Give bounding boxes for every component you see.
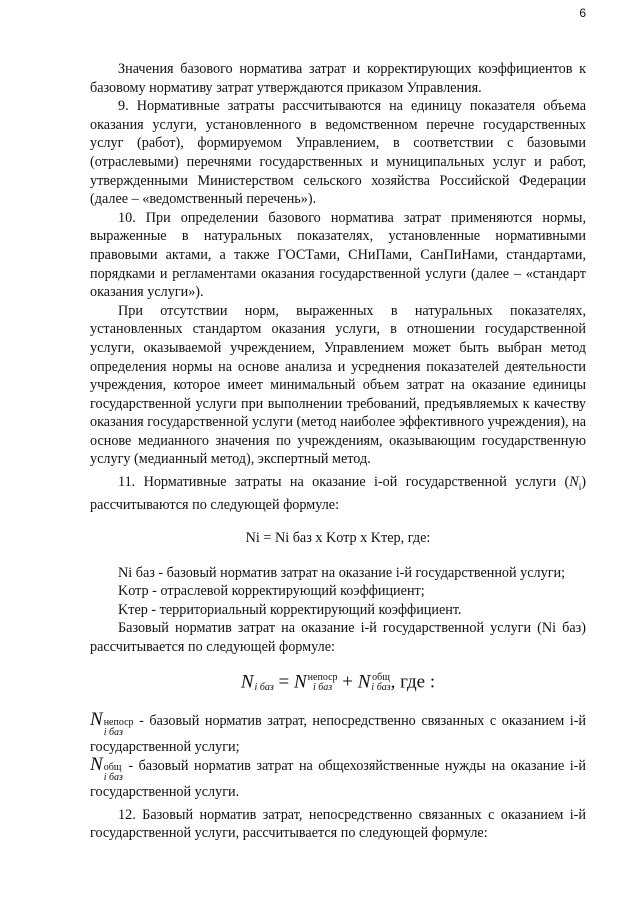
formula-normative-cost: Ni = Ni баз x Kотр x Kтер, где: xyxy=(245,530,431,547)
formula-base-norm: N i баз = N непоср i баз + N общ i баз , где : xyxy=(240,671,436,693)
paragraph-12: 12. Базовый норматив затрат, непосредственно связанных с оказанием i-й государственной услуги, рассчитывается по следующей формуле: xyxy=(90,806,586,842)
paragraph-base-norm: Базовый норматив затрат на оказание i-й государственной услуги (Ni баз) рассчитывается по следующей формуле: xyxy=(90,620,586,656)
definition-k-ter: Kтер - территориальный корректирующий коэффициент. xyxy=(118,601,462,618)
paragraph-norms-absent: При отсутствии норм, выраженных в натуральных показателях, установленных стандартом оказания услуги, в отношении государственной услуги, оказываемой учреждением, Управлением может быть выбран метод определения нормы на основе анализа и усреднения показателей деятельности учреждения, которое имеет минимальный объем затрат на оказание единицы государственной услуги при выполнении требований, предъявляемых к качеству оказания государственной услуги (метод наиболее эффективного учреждения), на основе медианного значения по учреждениям, оказывающим государственную услугу (медианный метод), экспертный метод. xyxy=(90,302,586,468)
document-body xyxy=(90,60,586,843)
definition-general-norm: N общ i баз - базовый норматив затрат на общехозяйственные нужды на оказание i-й государственной услуги. xyxy=(90,754,586,801)
definition-direct-norm: N непоср i баз - базовый норматив затрат, непосредственно связанных с оказанием i-й государственной услуги; xyxy=(90,708,586,755)
definition-base-norm: Ni баз - базовый норматив затрат на оказание i-й государственной услуги; xyxy=(118,564,566,581)
paragraph-9: 9. Нормативные затраты рассчитываются на единицу показателя объема оказания услуги, установленного в ведомственном перечне государственных услуг (работ), формируемом Управлением, в соответствии с базовыми (отраслевыми) перечнями государственных и муниципальных услуг и работ, утвержденными Министерством сельского хозяйства Российской Федерации (далее – «ведомственный перечень»). xyxy=(90,98,586,208)
paragraph-10: 10. При определении базового норматива затрат применяются нормы, выраженные в натуральных показателях, установленные нормативными правовыми актами, а также ГОСТами, СНиПами, СанПиНами, стандартами, порядками и регламентами оказания государственной услуги (далее – «стандарт оказания услуги»). xyxy=(90,209,586,301)
paragraph-approval: Значения базового норматива затрат и корректирующих коэффициентов к базовому нормативу затрат утверждаются приказом Управления. xyxy=(90,61,586,96)
paragraph-11: 11. Нормативные затраты на оказание i-ой государственной услуги $(N_i)$ рассчитываются по следующей формуле: xyxy=(90,474,586,514)
definition-k-otr: Kотр - отраслевой корректирующий коэффициент; xyxy=(118,583,425,600)
page-number: 6 xyxy=(579,6,586,20)
